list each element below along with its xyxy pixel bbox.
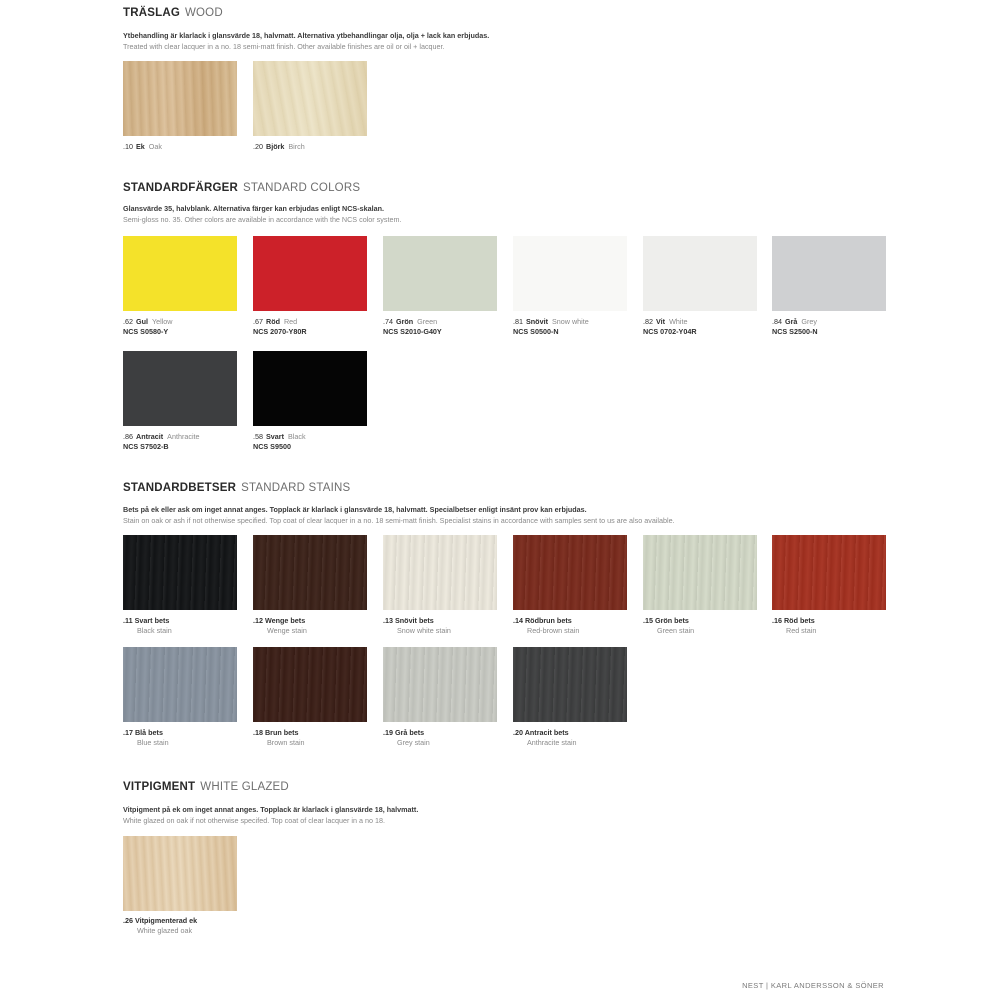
swatch-color-black xyxy=(253,351,367,426)
label-blue-stain: .17 Blå bets Blue stain xyxy=(123,728,169,747)
label-oak: .10 Ek Oak xyxy=(123,142,162,151)
section-title-wood: TRÄSLAG WOOD xyxy=(123,7,223,19)
label-white-glazed-oak: .26 Vitpigmenterad ek White glazed oak xyxy=(123,916,198,935)
swatch-grey-stain xyxy=(383,647,497,722)
swatch-green-stain xyxy=(643,535,757,610)
swatch-white-glazed-oak xyxy=(123,836,237,911)
swatch-color-green xyxy=(383,236,497,311)
swatch-red-brown-stain xyxy=(513,535,627,610)
stains-description-sv: Bets på ek eller ask om inget annat anges. Topplack är klarlack i glansvärde 18, halvmatt. Specialbetser enligt insänt prov kan erbjudas. xyxy=(123,505,587,514)
swatch-wenge-stain xyxy=(253,535,367,610)
glazed-description-sv: Vitpigment på ek om inget annat anges. Topplack är klarlack i glansvärde 18, halvmatt. xyxy=(123,805,419,814)
label-anthracite-stain: .20 Antracit bets Anthracite stain xyxy=(513,728,577,747)
swatch-color-anthracite xyxy=(123,351,237,426)
footer-brand: NEST | KARL ANDERSSON & SÖNER xyxy=(742,981,884,990)
label-green-stain: .15 Grön bets Green stain xyxy=(643,616,695,635)
label-color-yellow: .62 Gul Yellow NCS S0580-Y xyxy=(123,317,173,336)
label-color-grey: .84 Grå Grey NCS S2500-N xyxy=(772,317,818,336)
label-color-snow-white: .81 Snövit Snow white NCS S0500-N xyxy=(513,317,589,336)
label-color-anthracite: .86 Antracit Anthracite NCS S7502-B xyxy=(123,432,200,451)
label-birch: .20 Björk Birch xyxy=(253,142,305,151)
wood-description-en: Treated with clear lacquer in a no. 18 semi-matt finish. Other available finishes are oil or oil + lacquer. xyxy=(123,42,445,51)
label-red-brown-stain: .14 Rödbrun bets Red-brown stain xyxy=(513,616,580,635)
label-color-red: .67 Röd Red NCS 2070-Y80R xyxy=(253,317,307,336)
label-wenge-stain: .12 Wenge bets Wenge stain xyxy=(253,616,307,635)
swatch-black-stain xyxy=(123,535,237,610)
label-color-black: .58 Svart Black NCS S9500 xyxy=(253,432,306,451)
swatch-color-white xyxy=(643,236,757,311)
label-red-stain: .16 Röd bets Red stain xyxy=(772,616,817,635)
wood-description-sv: Ytbehandling är klarlack i glansvärde 18, halvmatt. Alternativa ytbehandlingar olja, olja + lack kan erbjudas. xyxy=(123,31,490,40)
label-snow-white-stain: .13 Snövit bets Snow white stain xyxy=(383,616,451,635)
colors-description-sv: Glansvärde 35, halvblank. Alternativa färger kan erbjudas enligt NCS-skalan. xyxy=(123,204,384,213)
swatch-brown-stain xyxy=(253,647,367,722)
colors-description-en: Semi-gloss no. 35. Other colors are available in accordance with the NCS color system. xyxy=(123,215,402,224)
swatch-red-stain xyxy=(772,535,886,610)
label-color-green: .74 Grön Green NCS S2010-G40Y xyxy=(383,317,442,336)
swatch-color-yellow xyxy=(123,236,237,311)
label-brown-stain: .18 Brun bets Brown stain xyxy=(253,728,305,747)
swatch-oak xyxy=(123,61,237,136)
section-title-stains: STANDARDBETSER STANDARD STAINS xyxy=(123,482,351,494)
label-grey-stain: .19 Grå bets Grey stain xyxy=(383,728,430,747)
section-title-colors: STANDARDFÄRGER STANDARD COLORS xyxy=(123,182,361,194)
section-title-glazed: VITPIGMENT WHITE GLAZED xyxy=(123,781,289,793)
swatch-color-grey xyxy=(772,236,886,311)
swatch-snow-white-stain xyxy=(383,535,497,610)
swatch-color-snow-white xyxy=(513,236,627,311)
stains-description-en: Stain on oak or ash if not otherwise specified. Top coat of clear lacquer in a no. 18 semi-matt finish. Specialist stains in accordance with samples sent to us are also available. xyxy=(123,516,675,525)
swatch-birch xyxy=(253,61,367,136)
glazed-description-en: White glazed on oak if not otherwise specifed. Top coat of clear lacquer in a no 18. xyxy=(123,816,385,825)
swatch-blue-stain xyxy=(123,647,237,722)
label-black-stain: .11 Svart bets Black stain xyxy=(123,616,172,635)
swatch-color-red xyxy=(253,236,367,311)
swatch-anthracite-stain xyxy=(513,647,627,722)
label-color-white: .82 Vit White NCS 0702-Y04R xyxy=(643,317,697,336)
